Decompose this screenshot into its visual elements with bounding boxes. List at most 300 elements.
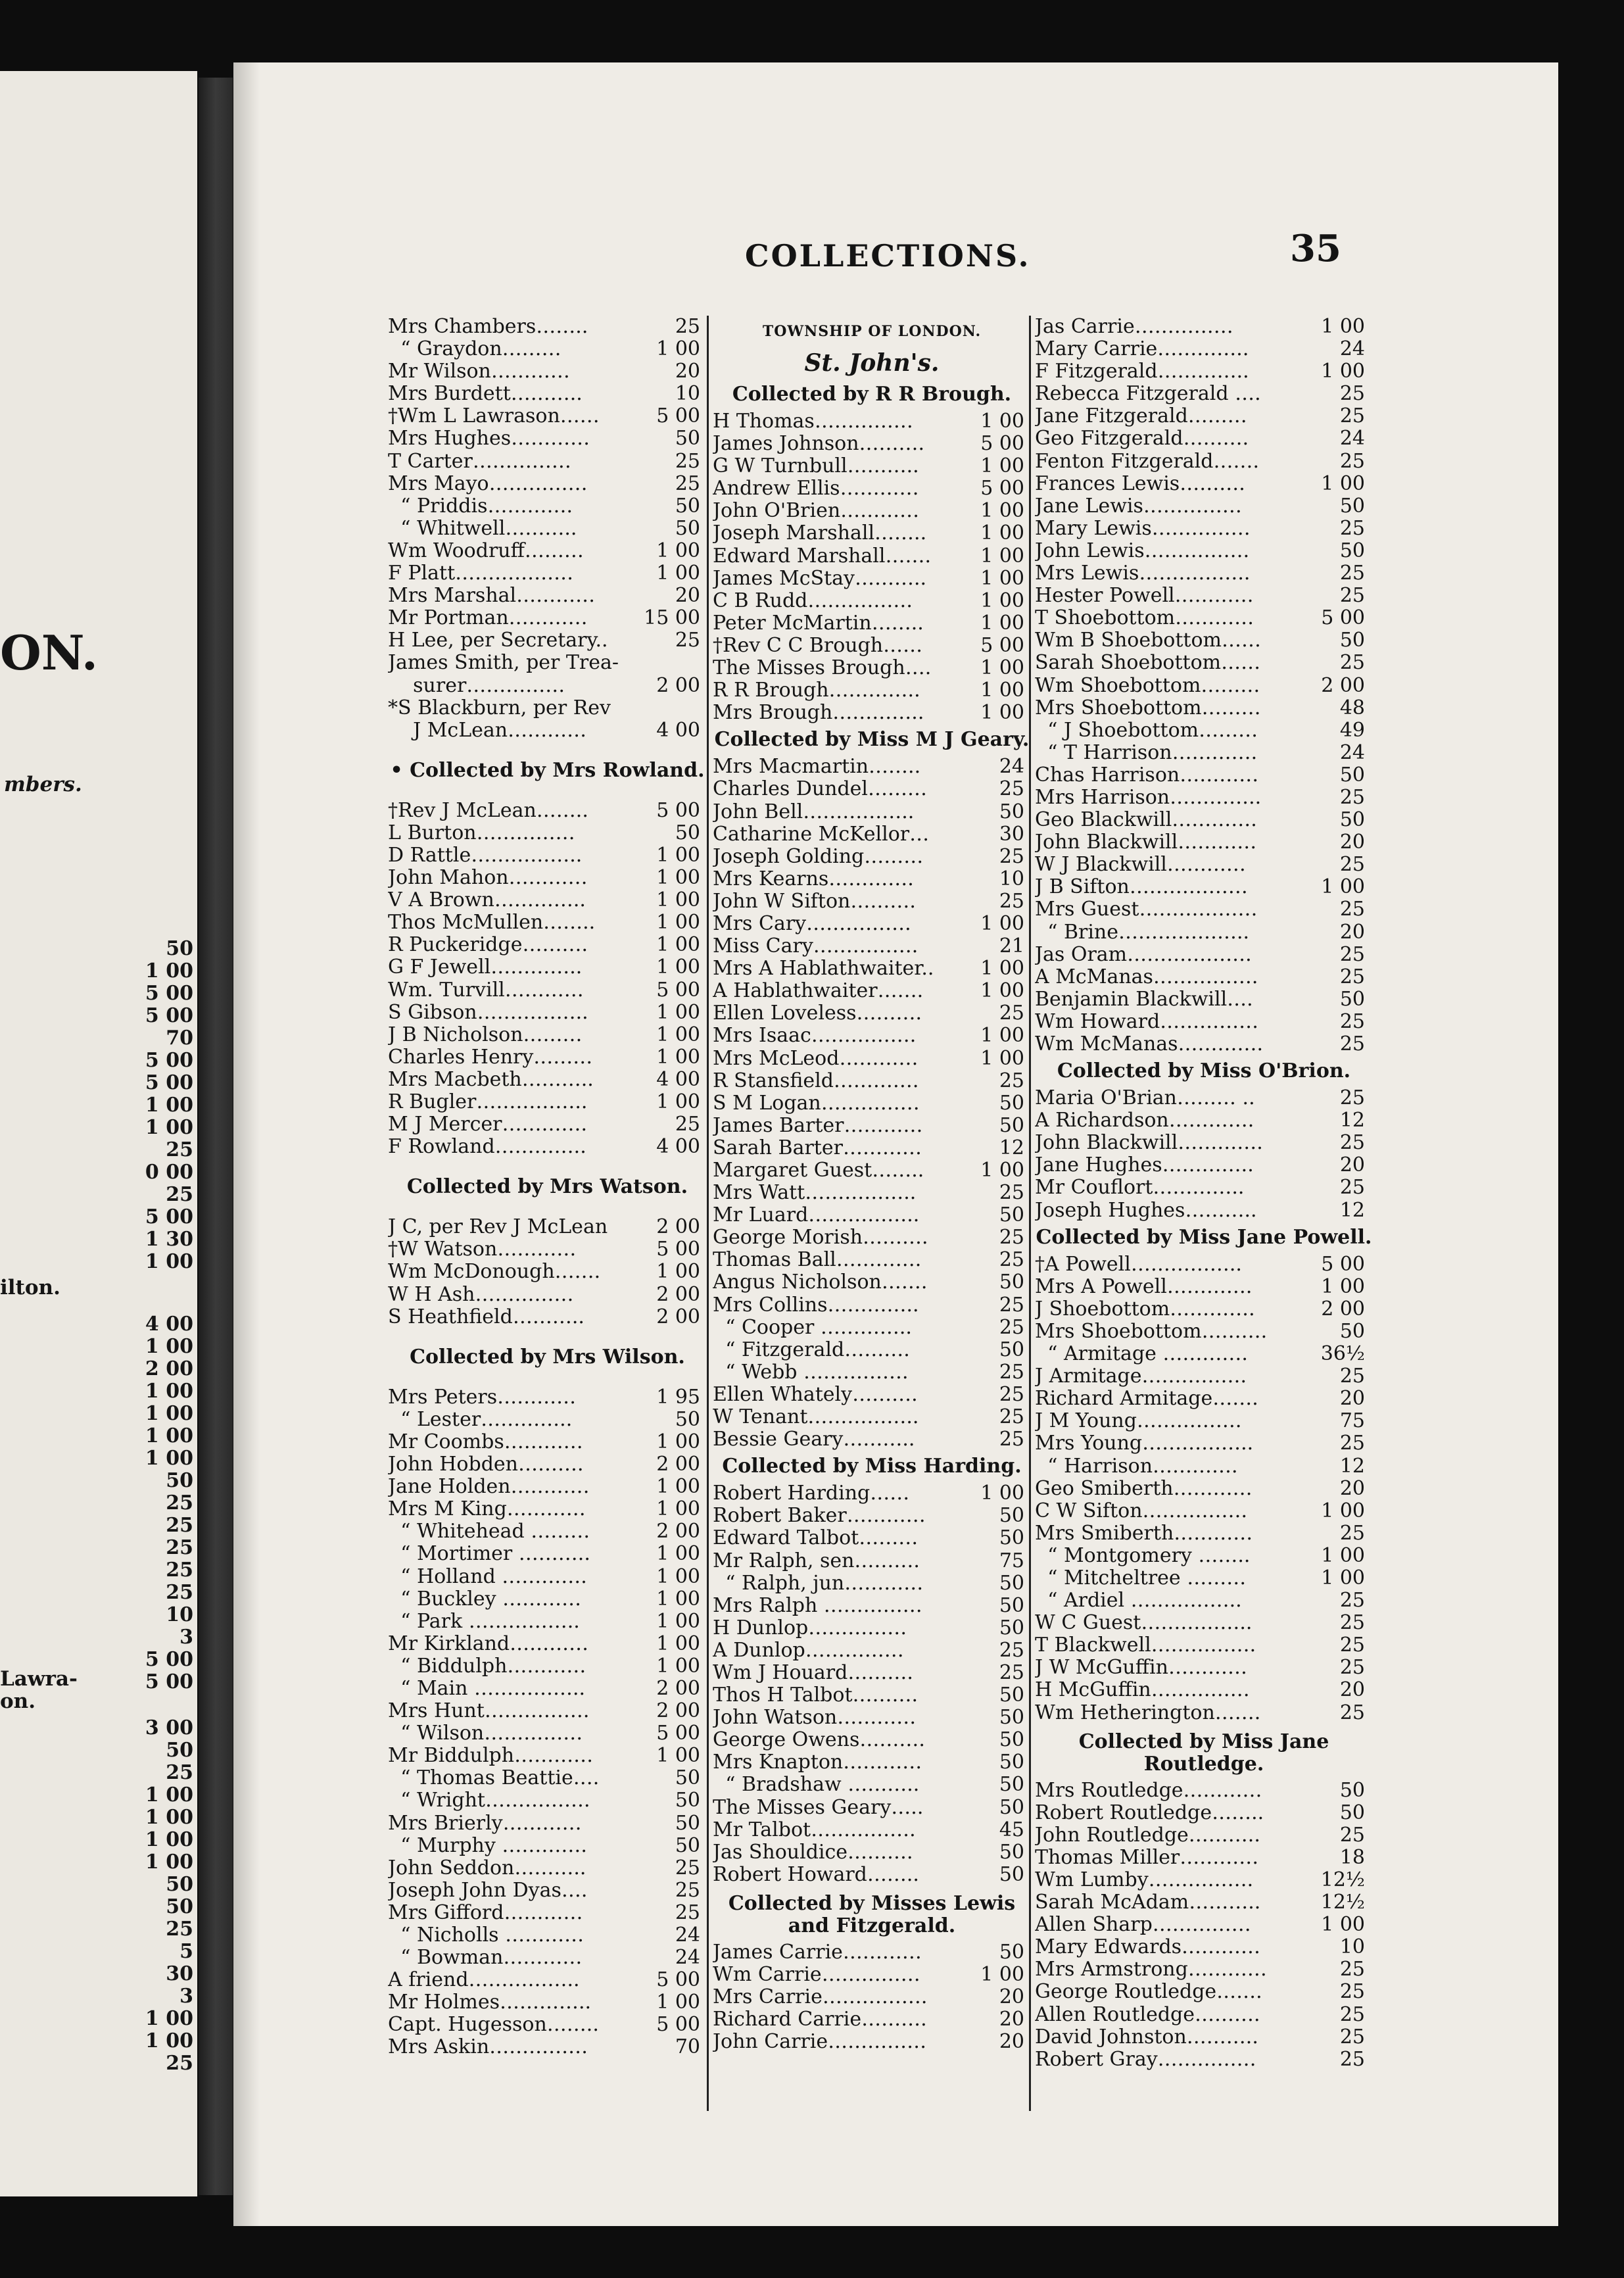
donation-amount: 25 [1336, 383, 1365, 405]
entry-row [713, 2008, 1031, 2031]
donor-name: Richard Armitage……. [1035, 1388, 1258, 1411]
entry-row [1035, 809, 1373, 831]
facing-page-amount: 1 00 [145, 1380, 193, 1403]
donation-amount: 25 [1336, 1087, 1365, 1109]
donation-amount: 50 [1336, 1802, 1365, 1824]
facing-page-amount: 1 00 [145, 1116, 193, 1139]
donor-name: Wm Carrie…………… [713, 1964, 920, 1986]
donor-name: †Wm L Lawrason…… [388, 405, 600, 428]
entry-row [388, 495, 707, 518]
donor-name: Jas Shouldice………. [713, 1841, 913, 1864]
entry-row [1035, 2048, 1373, 2071]
entry-row [1035, 1011, 1373, 1033]
donor-name: “ T Harrison…………. [1035, 741, 1258, 764]
spacer [388, 1373, 707, 1386]
entry-row [713, 1249, 1031, 1271]
facing-page-amount: 1 00 [145, 1402, 193, 1425]
donor-name: John O'Brien………… [713, 500, 920, 523]
donation-amount: 70 [671, 2036, 700, 2058]
donation-amount: 50 [995, 1797, 1024, 1819]
donation-amount: 25 [995, 1182, 1024, 1204]
entry-row [388, 1386, 707, 1409]
entry-row [1035, 1612, 1373, 1634]
donation-amount: 2 00 [652, 1700, 700, 1722]
entry-row [713, 1406, 1031, 1428]
entry-row [388, 518, 707, 540]
donation-amount: 24 [671, 1924, 700, 1947]
donation-amount: 20 [1336, 831, 1365, 854]
entry-row [713, 1002, 1031, 1025]
donation-amount: 2 00 [652, 1284, 700, 1306]
donor-name: Thomas Ball…………. [713, 1249, 922, 1272]
entry-row [388, 1113, 707, 1136]
facing-page-amount: 25 [166, 1559, 193, 1582]
entry-row [388, 1046, 707, 1069]
donation-amount: 1 00 [976, 1482, 1024, 1505]
donation-amount: 20 [1336, 1478, 1365, 1500]
entry-row [713, 1527, 1031, 1549]
donor-name: Thos McMullen…….. [388, 911, 596, 934]
donation-amount: 50 [671, 1789, 700, 1812]
entry-row [713, 1684, 1031, 1707]
facing-page-amount: 50 [166, 1873, 193, 1896]
donation-amount: 25 [1336, 562, 1365, 585]
donation-amount: 25 [1336, 1657, 1365, 1679]
donation-amount: 1 00 [652, 1261, 700, 1283]
donor-name: Wm Hetherington……. [1035, 1701, 1261, 1724]
donation-amount: 5 00 [652, 800, 700, 822]
donor-name: “ Buckley ………… [388, 1587, 582, 1611]
donor-name: Mrs Ralph …………… [713, 1594, 922, 1617]
donor-name: Mrs Askin…………… [388, 2036, 588, 2059]
donation-amount: 1 00 [976, 657, 1024, 679]
donation-amount: 25 [1336, 2004, 1365, 2026]
donor-name: Mrs Collins………….. [713, 1294, 919, 1317]
entry-row [713, 1092, 1031, 1115]
entry-row [388, 1498, 707, 1520]
donor-name: John Seddon……….. [388, 1856, 586, 1879]
entry-row [388, 1431, 707, 1453]
donor-name: Joseph Hughes……….. [1035, 1199, 1257, 1222]
donation-amount: 1 00 [652, 1476, 700, 1498]
donor-name: Mr Luard…………….. [713, 1204, 920, 1227]
entry-row [1035, 629, 1373, 652]
entry-row [1035, 1365, 1373, 1388]
donor-name: “ Murphy …………. [388, 1834, 587, 1857]
entry-row [388, 427, 707, 450]
entry-row [713, 2031, 1031, 2053]
donor-name: Mrs Smiberth………… [1035, 1522, 1253, 1545]
section-heading: Collected by Miss M J Geary. [714, 728, 1030, 752]
entry-row [388, 1284, 707, 1306]
donor-name: Mrs Gifford………… [388, 1901, 583, 1924]
donor-name: Mrs Mayo…………… [388, 472, 588, 495]
donor-name: John Blackwill…………. [1035, 1132, 1263, 1155]
donation-amount: 50 [995, 1092, 1024, 1115]
donor-name: Robert Routledge…….. [1035, 1801, 1264, 1824]
spacer [388, 742, 707, 755]
facing-page-amount: 50 [166, 1739, 193, 1762]
entry-row [1035, 697, 1373, 719]
donation-amount: 50 [995, 1774, 1024, 1796]
donor-name: Mr Couflort………….. [1035, 1176, 1245, 1200]
donor-name: H Dunlop…………… [713, 1616, 907, 1639]
donation-amount: 50 [995, 1841, 1024, 1864]
donor-name: John Watson………… [713, 1707, 917, 1730]
donor-name: F Fitzgerald………….. [1035, 360, 1249, 383]
entry-row [388, 1700, 707, 1722]
entry-row [388, 697, 707, 719]
donor-name: Joseph Golding……… [713, 845, 924, 868]
entry-row [713, 1662, 1031, 1684]
donation-amount: 1 00 [976, 1025, 1024, 1047]
entry-row [1035, 1802, 1373, 1824]
donation-amount: 25 [1336, 1033, 1365, 1055]
entry-row [1035, 1545, 1373, 1567]
donation-amount: 10 [671, 383, 700, 405]
donor-name: Mrs Harrison………….. [1035, 786, 1262, 809]
entry-row [713, 455, 1031, 477]
entry-row [388, 911, 707, 934]
entry-row [713, 612, 1031, 635]
donor-name: Robert Harding…… [713, 1482, 910, 1505]
entry-row [713, 1361, 1031, 1384]
donor-name: Mary Carrie………….. [1035, 338, 1249, 361]
donation-amount: 20 [671, 360, 700, 383]
donor-name: R R Brough………….. [713, 679, 920, 702]
donor-name: James McStay……….. [713, 567, 927, 590]
donation-amount: 5 00 [652, 979, 700, 1002]
entry-row [1035, 1500, 1373, 1522]
donation-amount: 2 00 [652, 675, 700, 697]
donor-name: “ Armitage …………. [1035, 1343, 1248, 1366]
donor-name: Mrs Young…………….. [1035, 1432, 1254, 1455]
entry-row [1035, 898, 1373, 921]
donor-name: Mrs Burdett……….. [388, 383, 583, 406]
donation-amount: 25 [671, 1879, 700, 1902]
entry-row [713, 410, 1031, 433]
facing-page-amount: 5 00 [145, 1004, 193, 1027]
entry-row [713, 778, 1031, 800]
facing-page-amount: 10 [166, 1603, 193, 1626]
donation-amount: 25 [1336, 1522, 1365, 1545]
donation-amount: 50 [995, 1505, 1024, 1527]
entry-row [388, 316, 707, 338]
entry-row [713, 568, 1031, 590]
facing-page-label-fragment: ilton. [0, 1276, 60, 1299]
entry-row [713, 590, 1031, 612]
donor-name: Margaret Guest…….. [713, 1159, 924, 1182]
donation-amount: 25 [671, 316, 700, 338]
donation-amount: 1 00 [1317, 1276, 1365, 1298]
entry-row [1035, 854, 1373, 876]
entry-row [713, 1204, 1031, 1226]
running-head: COLLECTIONS. [745, 238, 1031, 274]
entry-row [1035, 518, 1373, 540]
facing-page-amount: 25 [166, 1138, 193, 1161]
donor-name: Wm B Shoebottom…… [1035, 629, 1261, 652]
donation-amount: 25 [1336, 1702, 1365, 1724]
entry-row [388, 1767, 707, 1789]
donation-amount: 5 00 [652, 1238, 700, 1261]
donation-amount: 50 [1336, 1321, 1365, 1343]
donation-amount: 50 [995, 1572, 1024, 1595]
donation-amount: 50 [1336, 1780, 1365, 1802]
donor-name: †Rev J McLean…….. [388, 799, 588, 822]
donation-amount: 1 00 [652, 1091, 700, 1113]
donor-name: H McGuffin…………… [1035, 1679, 1250, 1702]
donor-name: J M Young……………. [1035, 1410, 1242, 1433]
facing-page-fragment [0, 71, 197, 2196]
entry-row [1035, 1109, 1373, 1132]
entry-row [388, 360, 707, 383]
entry-row [713, 702, 1031, 724]
donor-name: Mrs Knapton………… [713, 1751, 922, 1774]
entry-row [388, 338, 707, 360]
donor-name: S Heathfield……….. [388, 1305, 585, 1328]
entry-row [1035, 1780, 1373, 1802]
donation-amount: 25 [1336, 1176, 1365, 1199]
donor-name: Wm Lumby……………. [1035, 1869, 1254, 1891]
entry-row [388, 1969, 707, 1991]
donor-name: Thos H Talbot………. [713, 1684, 919, 1707]
entry-row [388, 956, 707, 979]
donation-amount: 25 [1336, 1589, 1365, 1612]
entry-row [1035, 338, 1373, 360]
donation-amount: 24 [671, 1947, 700, 1969]
entry-row [1035, 1702, 1373, 1724]
facing-page-amount: 1 00 [145, 1447, 193, 1470]
facing-page-amount: 1 00 [145, 1783, 193, 1806]
entry-row [713, 1048, 1031, 1070]
donation-amount: 10 [1336, 1936, 1365, 1958]
donor-name: A Dunlop…………… [713, 1639, 904, 1662]
entry-row [1035, 1388, 1373, 1410]
entry-row [1035, 495, 1373, 518]
entry-row [1035, 1033, 1373, 1055]
entry-row [388, 867, 707, 889]
donor-name: Bessie Geary……….. [713, 1428, 915, 1451]
donation-amount: 12 [1336, 1200, 1365, 1222]
column-3 [1029, 316, 1373, 2111]
donor-name: Allen Sharp…………… [1035, 1914, 1251, 1937]
entry-row [713, 1294, 1031, 1317]
donor-name: “ Whitwell……….. [388, 517, 577, 540]
donation-amount: 50 [671, 1767, 700, 1789]
entry-row [1035, 1343, 1373, 1365]
facing-page-amount: 70 [166, 1027, 193, 1050]
donation-amount: 50 [1336, 495, 1365, 518]
donation-amount: 50 [995, 1684, 1024, 1707]
entry-row [388, 822, 707, 844]
donor-name: L Burton…………… [388, 821, 575, 844]
entry-row [388, 585, 707, 607]
donor-name: Ellen Loveless………. [713, 1002, 922, 1025]
donor-name: Mr Talbot……………. [713, 1818, 916, 1841]
donor-name: Allen Routledge………. [1035, 2003, 1260, 2026]
entry-row [713, 1964, 1031, 1986]
facing-page-amount: 1 00 [145, 1424, 193, 1447]
donor-name: Jas Carrie…………… [1035, 316, 1233, 338]
donation-amount: 20 [1336, 1679, 1365, 1701]
entry-row [713, 477, 1031, 500]
facing-page-amount: 1 00 [145, 959, 193, 982]
donation-amount: 1 00 [1317, 473, 1365, 495]
donation-amount: 1 95 [652, 1386, 700, 1409]
donor-name: Robert Gray…………… [1035, 2048, 1256, 2071]
entry-row [713, 980, 1031, 1002]
donation-amount: 1 00 [1317, 1914, 1365, 1936]
donor-name: Mr Holmes………….. [388, 1991, 592, 2014]
donor-name: W J Blackwill………… [1035, 854, 1246, 877]
donation-amount: 48 [1336, 697, 1365, 719]
donor-name: Mr Portman………… [388, 607, 588, 630]
donor-name: “ Brine……………….. [1035, 921, 1250, 944]
donation-amount: 24 [995, 756, 1024, 778]
donor-name: G F Jewell………….. [388, 956, 583, 979]
entry-row [713, 1819, 1031, 1841]
donation-amount: 25 [995, 1317, 1024, 1339]
donor-name: Mrs Carrie……………. [713, 1986, 928, 2009]
donor-name: “ Fitzgerald………. [713, 1338, 910, 1361]
donor-name: Mrs Macbeth……….. [388, 1068, 594, 1091]
donation-amount: 18 [1336, 1847, 1365, 1869]
donation-amount: 2 00 [1317, 675, 1365, 697]
donation-amount: 1 00 [1317, 1500, 1365, 1522]
donation-amount: 5 00 [652, 1969, 700, 1991]
donation-amount: 20 [1336, 1388, 1365, 1410]
donor-name: Mrs Peters………… [388, 1386, 577, 1409]
facing-page-amount: 1 00 [145, 1806, 193, 1829]
page-number: 35 [1290, 227, 1341, 270]
donor-name: Rebecca Fitzgerald …. [1035, 383, 1261, 406]
donor-name: “ Harrison…………. [1035, 1455, 1238, 1478]
donation-amount: 1 00 [652, 1588, 700, 1611]
spacer [388, 1328, 707, 1342]
donor-name: Mrs Brierly………… [388, 1812, 582, 1835]
donation-amount: 1 00 [976, 590, 1024, 612]
donor-name: Jane Holden………… [388, 1476, 590, 1499]
donor-name: Mrs Kearns…………. [713, 867, 914, 890]
entry-row [388, 1924, 707, 1947]
donation-amount: 25 [995, 1294, 1024, 1317]
entry-row [1035, 2004, 1373, 2026]
donor-name: “ Montgomery …….. [1035, 1544, 1251, 1567]
facing-page-amount: 3 [179, 1985, 193, 2008]
donation-amount: 25 [1336, 787, 1365, 809]
facing-page-amount: 1 00 [145, 2029, 193, 2052]
donation-amount: 1 00 [652, 1498, 700, 1520]
entry-row [388, 844, 707, 867]
donor-name: T Shoebottom………… [1035, 607, 1254, 630]
donor-name: Mrs Shoebottom……… [1035, 696, 1261, 719]
donor-name: †Rev C C Brough…… [713, 634, 923, 657]
donation-amount: 1 00 [976, 1964, 1024, 1986]
donor-name: “ Whitehead ……… [388, 1520, 590, 1543]
entry-row [1035, 405, 1373, 427]
donation-amount: 1 00 [652, 867, 700, 889]
donation-amount: 1 00 [976, 568, 1024, 590]
donation-amount: 5 00 [1317, 1253, 1365, 1276]
donation-amount: 50 [671, 427, 700, 450]
facing-page-amount: 25 [166, 2052, 193, 2075]
donation-amount: 25 [995, 1361, 1024, 1384]
donation-amount: 1 00 [976, 545, 1024, 568]
entry-row [388, 1091, 707, 1113]
donation-amount: 1 00 [976, 957, 1024, 980]
donation-amount: 2 00 [652, 1453, 700, 1476]
donation-amount: 50 [1336, 988, 1365, 1011]
entry-row [713, 1025, 1031, 1047]
donor-name: Mrs Cary……………. [713, 912, 911, 935]
entry-row [388, 1588, 707, 1611]
donation-amount: 25 [1336, 1365, 1365, 1388]
entry-row [1035, 1154, 1373, 1176]
donation-amount: 50 [671, 822, 700, 844]
donor-name: “ Lester………….. [388, 1408, 573, 1431]
entry-row [1035, 787, 1373, 809]
section-heading: Collected by Miss Jane Powell. [1036, 1225, 1372, 1249]
spacer [388, 1158, 707, 1171]
donor-name: James Johnson………. [713, 433, 925, 456]
donation-amount: 1 00 [1317, 876, 1365, 898]
entry-row [1035, 585, 1373, 607]
donor-name: R Bugler…………….. [388, 1091, 588, 1113]
facing-page-amount: 0 00 [145, 1161, 193, 1184]
donation-amount: 1 00 [652, 562, 700, 585]
entry-row [1035, 1321, 1373, 1343]
entry-row [388, 1306, 707, 1328]
facing-page-amount: 2 00 [145, 1357, 193, 1380]
donation-amount: 20 [995, 1986, 1024, 2008]
donor-name: Wm Shoebottom……… [1035, 674, 1260, 697]
facing-page-amount: 1 00 [145, 1335, 193, 1358]
donation-amount: 1 00 [976, 1048, 1024, 1070]
donation-amount: 25 [995, 778, 1024, 800]
donation-amount: 5 00 [1317, 607, 1365, 629]
donor-name: Ellen Whately………. [713, 1383, 918, 1406]
facing-page-amount: 5 [179, 1940, 193, 1963]
donation-amount: 5 00 [976, 635, 1024, 657]
donor-name: “ Wright……………. [388, 1789, 590, 1812]
donor-name: W H Ash…………… [388, 1283, 574, 1306]
entry-row [388, 1261, 707, 1283]
entry-row [388, 800, 707, 822]
entry-row [713, 1317, 1031, 1339]
donor-name: Hester Powell………… [1035, 585, 1254, 608]
donor-name: Wm McDonough……. [388, 1261, 601, 1284]
entry-row [1035, 360, 1373, 383]
donation-amount: 25 [995, 1384, 1024, 1406]
facing-page-amount: 25 [166, 1918, 193, 1941]
donor-name: J Shoebottom…………. [1035, 1297, 1255, 1321]
donor-name: Maria O'Brian……… .. [1035, 1087, 1255, 1110]
donation-amount: 24 [1336, 338, 1365, 360]
donor-name: Mrs Armstrong………… [1035, 1958, 1267, 1981]
facing-page-amount: 50 [166, 1469, 193, 1492]
donation-amount: 50 [995, 1204, 1024, 1226]
entry-row [713, 1729, 1031, 1751]
facing-page-amount: 5 00 [145, 1049, 193, 1072]
donation-amount: 25 [671, 1113, 700, 1136]
entry-row [713, 1182, 1031, 1204]
entry-row [1035, 876, 1373, 898]
donation-amount: 50 [1336, 809, 1365, 831]
entry-row [1035, 1657, 1373, 1679]
donation-amount: 1 00 [652, 1611, 700, 1633]
donation-amount: 50 [995, 1941, 1024, 1964]
donation-amount: 25 [995, 1226, 1024, 1249]
